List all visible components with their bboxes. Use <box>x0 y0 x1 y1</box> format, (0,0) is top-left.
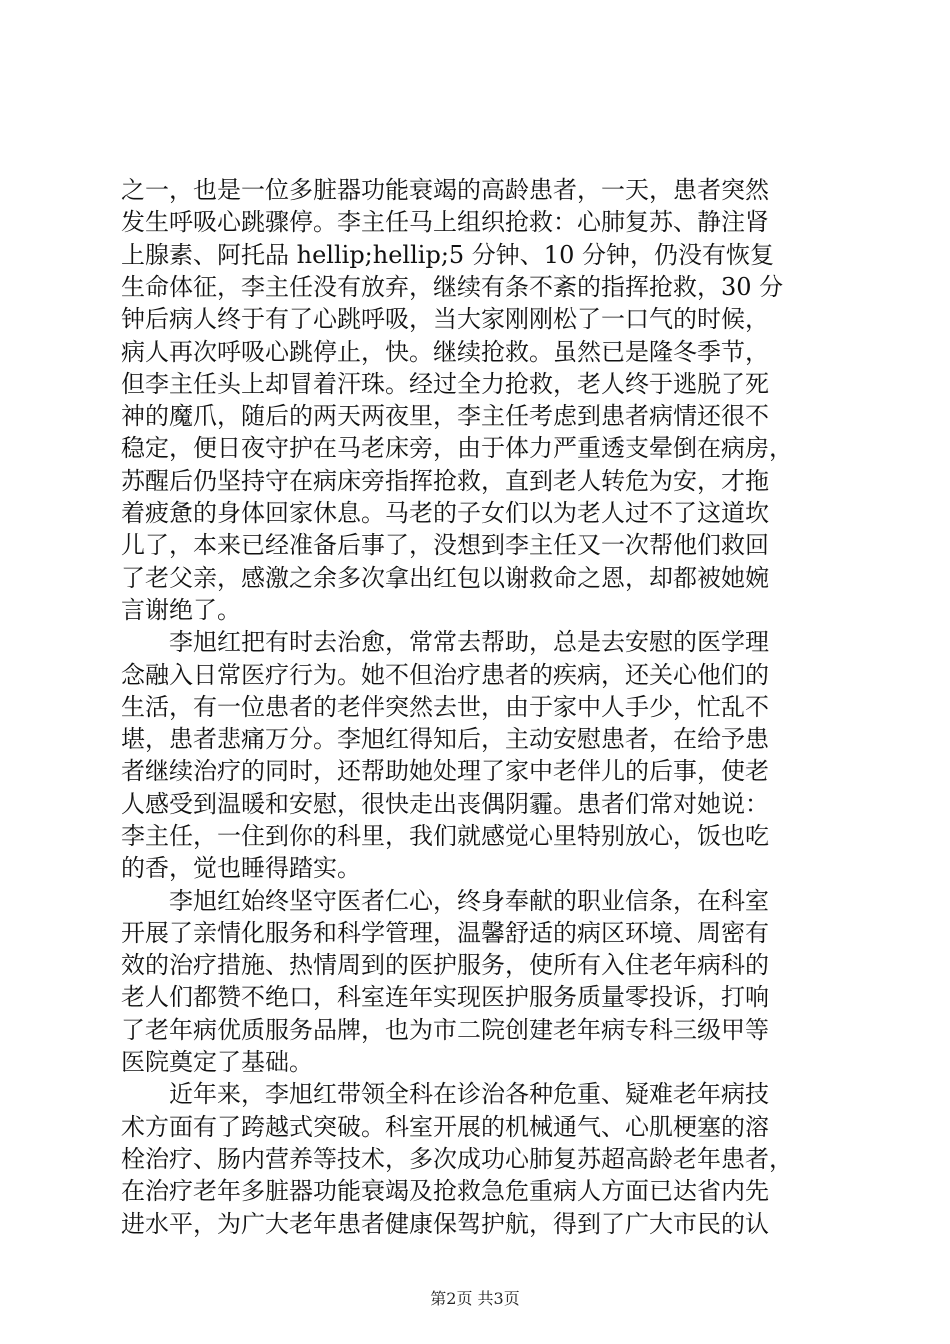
text-line: 的香，觉也睡得踏实。 <box>121 854 361 882</box>
text-line: 栓治疗、肠内营养等技术，多次成功心肺复苏超高龄老年患者， <box>121 1145 793 1173</box>
text-line: 者继续治疗的同时，还帮助她处理了家中老伴儿的后事，使老 <box>121 757 769 785</box>
text-line: 了老年病优质服务品牌，也为市二院创建老年病专科三级甲等 <box>121 1016 769 1044</box>
text-line: 之一，也是一位多脏器功能衰竭的高龄患者，一天，患者突然 <box>121 176 769 204</box>
text-line: 钟后病人终于有了心跳呼吸，当大家刚刚松了一口气的时候， <box>121 305 769 333</box>
text-line: 老人们都赞不绝口，科室连年实现医护服务质量零投诉，打响 <box>121 983 769 1011</box>
text-line: 人感受到温暖和安慰，很快走出丧偶阴霾。患者们常对她说： <box>121 790 769 818</box>
page-footer: 第2页 共3页 <box>430 1289 520 1308</box>
text-line: 在治疗老年多脏器功能衰竭及抢救急危重病人方面已达省内先 <box>121 1177 769 1205</box>
text-line: 了老父亲，感激之余多次拿出红包以谢救命之恩，却都被她婉 <box>121 564 769 592</box>
text-line: 上腺素、阿托品 hellip;hellip;5 分钟、10 分钟，仍没有恢复 <box>121 241 774 269</box>
text-line: 苏醒后仍坚持守在病床旁指挥抢救，直到老人转危为安，才拖 <box>121 467 769 495</box>
text-line: 神的魔爪，随后的两天两夜里，李主任考虑到患者病情还很不 <box>121 402 769 430</box>
text-line: 医院奠定了基础。 <box>121 1048 313 1076</box>
text-line: 但李主任头上却冒着汗珠。经过全力抢救，老人终于逃脱了死 <box>121 370 769 398</box>
text-line: 术方面有了跨越式突破。科室开展的机械通气、心肌梗塞的溶 <box>121 1113 769 1141</box>
text-line: 李旭红始终坚守医者仁心，终身奉献的职业信条，在科室 <box>121 887 769 915</box>
text-line: 着疲惫的身体回家休息。马老的子女们以为老人过不了这道坎 <box>121 499 769 527</box>
text-line: 言谢绝了。 <box>121 596 241 624</box>
text-line: 发生呼吸心跳骤停。李主任马上组织抢救：心肺复苏、静注肾 <box>121 208 769 236</box>
text-line: 儿了，本来已经准备后事了，没想到李主任又一次帮他们救回 <box>121 531 769 559</box>
text-line: 进水平，为广大老年患者健康保驾护航，得到了广大市民的认 <box>121 1210 769 1238</box>
text-line: 稳定，便日夜守护在马老床旁，由于体力严重透支晕倒在病房， <box>121 434 793 462</box>
text-line: 开展了亲情化服务和科学管理，温馨舒适的病区环境、周密有 <box>121 919 769 947</box>
text-line: 效的治疗措施、热情周到的医护服务，使所有入住老年病科的 <box>121 951 769 979</box>
text-line: 堪，患者悲痛万分。李旭红得知后，主动安慰患者，在给予患 <box>121 725 769 753</box>
text-line: 念融入日常医疗行为。她不但治疗患者的疾病，还关心他们的 <box>121 661 769 689</box>
text-line: 病人再次呼吸心跳停止，快。继续抢救。虽然已是隆冬季节， <box>121 338 769 366</box>
text-line: 李主任，一住到你的科里，我们就感觉心里特别放心，饭也吃 <box>121 822 769 850</box>
text-line: 近年来，李旭红带领全科在诊治各种危重、疑难老年病技 <box>121 1080 769 1108</box>
text-line: 生命体征，李主任没有放弃，继续有条不紊的指挥抢救，30 分 <box>121 273 784 301</box>
text-line: 李旭红把有时去治愈，常常去帮助，总是去安慰的医学理 <box>121 628 769 656</box>
text-line: 生活，有一位患者的老伴突然去世，由于家中人手少，忙乱不 <box>121 693 769 721</box>
